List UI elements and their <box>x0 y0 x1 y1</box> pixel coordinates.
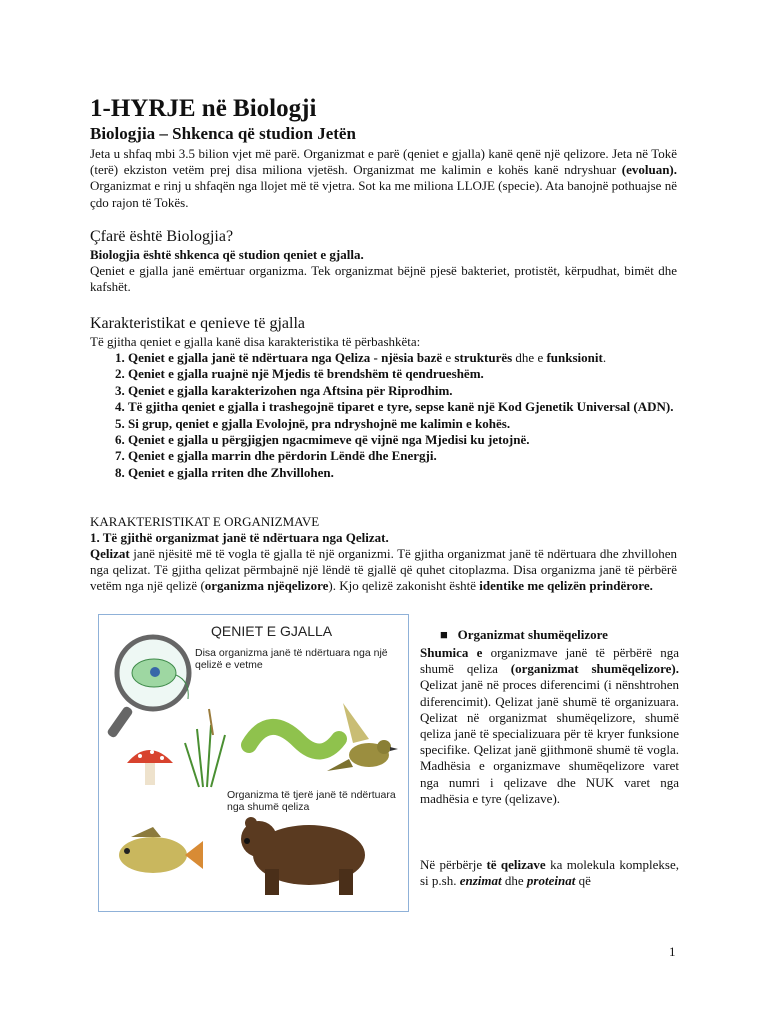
organisms-paragraph: Qeniet e gjalla janë emërtuar organizma. Tek organizmat bëjnë pjesë bakteriet, protistët, kërpudhat, bimët dhe kafshët. <box>90 263 677 295</box>
multicellular-heading: ■ Organizmat shumëqelizore <box>440 627 608 642</box>
fish-icon <box>119 827 203 873</box>
bear-icon <box>241 817 365 895</box>
cells-paragraph: Qelizat janë njësitë më të vogla të gjalla të një organizmi. Të gjitha organizmat janë të ndërtuara dhe zhvillohen nga qelizat. Të gjitha qelizat përmbajnë një lëndë të gjallë që quhet citoplazma. Disa organizma janë të përbërë vetëm nga një qelizë (organizma njëqelizore). Kjo qelizë zakonisht është identike me qelizën prindërore. <box>90 546 677 594</box>
list-item: 1. Qeniet e gjalla janë të ndërtuara nga Qeliza - njësia bazë e strukturës dhe e funksionit. <box>128 350 680 366</box>
heading-characteristics: Karakteristikat e qenieve të gjalla <box>90 315 306 332</box>
list-item: 8. Qeniet e gjalla rriten dhe Zhvillohen. <box>128 465 680 481</box>
characteristics-intro: Të gjitha qeniet e gjalla kanë disa karakteristika të përbashkëta: <box>90 334 421 349</box>
list-item: 4. Të gjitha qeniet e gjalla i trashegojnë tiparet e tyre, sepse kanë një Kod Gjenetik Universal (ADN). <box>128 399 680 415</box>
page-number: 1 <box>669 944 676 959</box>
biology-definition: Biologjia është shkenca që studion qeniet e gjalla. <box>90 247 364 262</box>
square-bullet-icon: ■ <box>440 627 448 642</box>
cell-composition-paragraph: Në përbërje të qelizave ka molekula komplekse, si p.sh. enzimat dhe proteinat që <box>420 857 679 889</box>
mushroom-icon <box>127 750 173 785</box>
figure-caption-unicellular: Disa organizma janë të ndërtuara nga një qelizë e vetme <box>195 647 388 671</box>
heading-organism-characteristics: KARAKTERISTIKAT E ORGANIZMAVE <box>90 514 320 529</box>
subtitle: Biologjia – Shkenca që studion Jetën <box>90 124 356 143</box>
heading-what-is-biology: Çfarë është Biologjia? <box>90 228 234 245</box>
grass-plant-icon <box>185 709 225 787</box>
figure-illustrations <box>99 615 408 911</box>
list-item: 6. Qeniet e gjalla u përgjigjen ngacmimeve që vijnë nga Mjedisi ku jetojnë. <box>128 432 680 448</box>
subheading-cells: 1. Të gjithë organizmat janë të ndërtuara nga Qelizat. <box>90 530 389 545</box>
list-item: 7. Qeniet e gjalla marrin dhe përdorin Lëndë dhe Energji. <box>128 448 680 464</box>
intro-paragraph: Jeta u shfaq mbi 3.5 bilion vjet më parë. Organizmat e parë (qeniet e gjalla) kanë qenë një qelizore. Jeta në Tokë (terë) ekziston vetëm prej disa miliona vjetësh. Organizmat me kalimin e kohës kanë ndryshuar (evoluan). Organizmat e rinj u shfaqën nga llojet më të vjetra. Sot ka me miliona LLOJE (specie). Ata banojnë pothuajse në çdo rajon të Tokës. <box>90 146 677 210</box>
list-item: 2. Qeniet e gjalla ruajnë një Mjedis të brendshëm të qendrueshëm. <box>128 366 680 382</box>
magnifier-icon <box>106 637 189 739</box>
figure-title: QENIET E GJALLA <box>211 623 333 639</box>
caterpillar-icon <box>249 727 339 752</box>
figure-caption-multicellular: Organizma të tjerë janë të ndërtuara nga shumë qeliza <box>227 789 396 813</box>
multicellular-paragraph: Shumica e organizmave janë të përbërë nga shumë qeliza (organizmat shumëqelizore). Qelizat janë në proces diferencimi (i nënshtrohen diferencimit). Qelizat janë shumë të organizuara. Qelizat në organizmat shumëqelizore, shumë qeliza janë të specializuara për të kryer funksione specifike. Qelizat janë gjithmonë shumë të vogla. Madhësia e organizmave shumëqelizore varet nga numri i qelizave dhe NUK varet nga madhësia e tyre (qelizave). <box>420 645 680 806</box>
characteristics-list <box>90 350 680 481</box>
page-title: 1-HYRJE në Biologji <box>90 95 317 122</box>
living-organisms-figure <box>98 614 409 912</box>
list-item: 5. Si grup, qeniet e gjalla Evolojnë, pra ndryshojnë me kalimin e kohës. <box>128 416 680 432</box>
list-item: 3. Qeniet e gjalla karakterizohen nga Aftsina për Riprodhim. <box>128 383 680 399</box>
